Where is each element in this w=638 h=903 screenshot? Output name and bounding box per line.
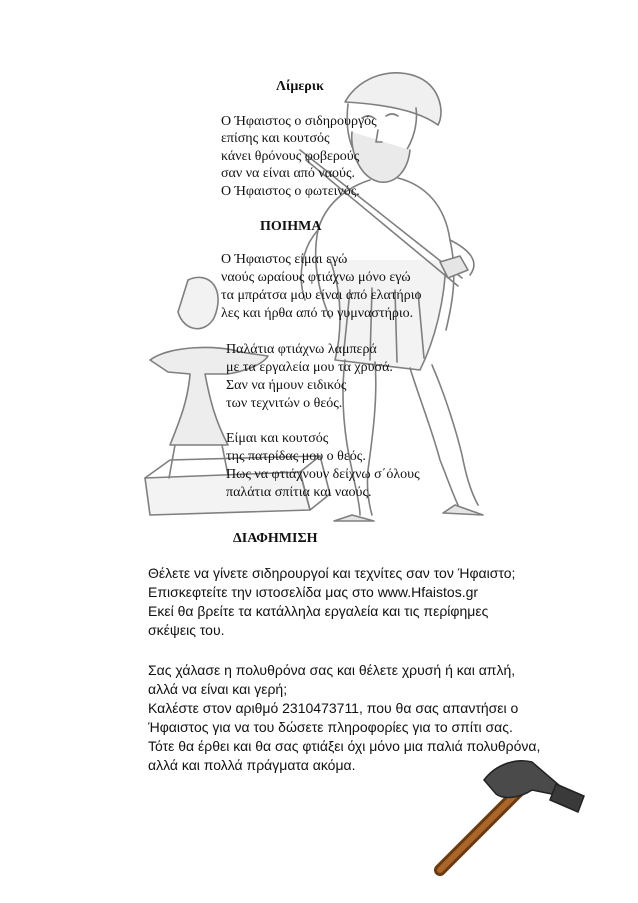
poem-line: Παλάτια φτιάχνω λαμπερά [226,342,377,357]
poem-title: ΠΟΙΗΜΑ [260,219,322,234]
ad-line: Επισκεφτείτε την ιστοσελίδα μας στο www.Hfaistos.gr [148,584,479,600]
limerick-title: Λίμερικ [276,79,324,94]
poem-line: παλάτια σπίτια και ναούς. [226,485,372,500]
poem-line: λες και ήρθα από το γυμναστήριο. [221,306,414,321]
limerick-line: Ο Ήφαιστος ο φωτεινός. [221,184,360,199]
poem-line: Πως να φτιάχνουν δείχνω σ΄όλους [226,467,420,482]
poem-line: της πατρίδας μου ο θεός. [226,449,366,464]
ad-line: Εκεί θα βρείτε τα κατάλληλα εργαλεία και τις περίφημες [148,603,489,619]
ad-line: Θέλετε να γίνετε σιδηρουργοί και τεχνίτες σαν τον Ήφαιστο; [148,565,516,581]
limerick-line: επίσης και κουτσός [221,131,330,146]
poem-line: τα μπράτσα μου είναι από ελατήριο [221,288,422,303]
ad-line: σκέψεις του. [148,622,225,638]
ad-title: ΔΙΑΦΗΜΙΣΗ [233,531,318,546]
poem-line: Σαν να ήμουν ειδικός [226,378,347,393]
limerick-line: σαν να είναι από ναούς. [221,166,355,181]
offer-line: Ήφαιστος για να του δώσετε πληροφορίες για το σπίτι σας. [148,719,513,735]
offer-line: Τότε θα έρθει και θα σας φτιάξει όχι μόνο μια παλιά πολυθρόνα, [148,738,541,754]
limerick-line: Ο Ήφαιστος ο σιδηρουργός [221,114,377,129]
offer-line: Σας χάλασε η πολυθρόνα σας και θέλετε χρυσή ή και απλή, [148,662,516,678]
poem-line: των τεχνιτών ο θεός. [226,396,343,411]
poem-line: με τα εργαλεία μου τα χρυσά. [226,360,393,375]
offer-line: αλλά και πολλά πράγματα ακόμα. [148,757,356,773]
offer-line: αλλά να είναι και γερή; [148,681,288,697]
offer-line: Καλέστε στον αριθμό 2310473711, που θα σας απαντήσει ο [148,700,519,716]
limerick-line: κάνει θρόνους φοβερούς [221,149,360,164]
poem-line: Ο Ήφαιστος είμαι εγώ [221,252,348,267]
poem-line: ναούς ωραίους φτιάχνω μόνο εγώ [221,270,411,285]
poem-line: Είμαι και κουτσός [226,431,329,446]
